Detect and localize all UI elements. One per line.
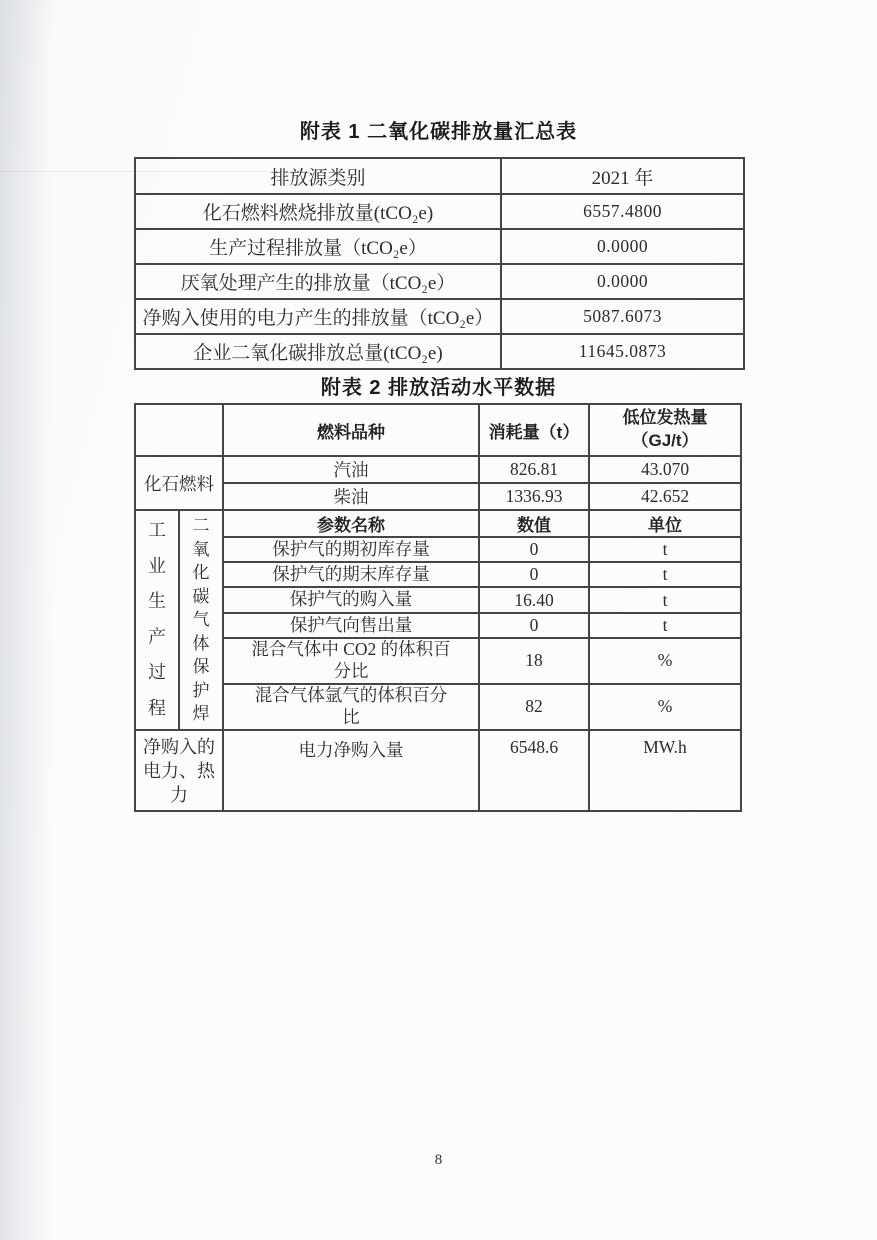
table-row (135, 456, 741, 483)
vertical-subcategory-text: 二氧化碳气体保护焊 (192, 516, 210, 724)
table1-co2-emission-summary (134, 157, 745, 370)
table2-activity-level-data (134, 403, 742, 812)
param-name-cell: 保护气的期初库存量 (223, 537, 479, 562)
param-unit-cell: MW.h (589, 730, 741, 811)
row-value-cell: 0.0000 (501, 264, 744, 299)
param-unit-cell: t (589, 562, 741, 587)
row-label-cell: 企业二氧化碳排放总量(tCO₂e) (135, 334, 501, 369)
param-value-cell: 0 (479, 562, 589, 587)
industrial-process-category-cell (135, 510, 179, 730)
table1-header-row (135, 158, 744, 194)
table-row (135, 730, 741, 811)
param-unit-cell: t (589, 613, 741, 638)
table-row (135, 299, 744, 334)
fuel-ncv-cell: 43.070 (589, 456, 741, 483)
table-row (135, 562, 741, 587)
table2-subheader-row (135, 510, 741, 537)
table2-header-empty-cell (135, 404, 223, 456)
param-name-cell: 混合气体氩气的体积百分比 (223, 684, 479, 730)
param-name-cell: 保护气的购入量 (223, 587, 479, 613)
param-unit-cell: % (589, 638, 741, 684)
table-row (135, 483, 741, 510)
param-name-cell: 混合气体中 CO2 的体积百分比 (223, 638, 479, 684)
param-value-cell: 18 (479, 638, 589, 684)
table-row (135, 613, 741, 638)
table2-title: 附表 2 排放活动水平数据 (320, 377, 557, 399)
param-unit-cell: t (589, 537, 741, 562)
param-unit-cell: t (589, 587, 741, 613)
param-name-cell: 保护气向售出量 (223, 613, 479, 638)
table2-header-fuel-type: 燃料品种 (223, 404, 479, 456)
row-value-cell: 5087.6073 (501, 299, 744, 334)
fuel-name-cell: 汽油 (223, 456, 479, 483)
table-row (135, 264, 744, 299)
table1-header-year: 2021 年 (501, 158, 744, 194)
scan-edge-shading (0, 0, 52, 1240)
fuel-name-cell: 柴油 (223, 483, 479, 510)
co2-shielded-welding-subcategory-cell (179, 510, 223, 730)
table-row (135, 537, 741, 562)
table-row (135, 638, 741, 684)
subheader-value: 数值 (479, 510, 589, 537)
table-row (135, 587, 741, 613)
param-value-cell: 82 (479, 684, 589, 730)
table-row (135, 334, 744, 369)
page-number: 8 (434, 1152, 443, 1168)
table-row (135, 194, 744, 229)
subheader-param-name: 参数名称 (223, 510, 479, 537)
row-value-cell: 6557.4800 (501, 194, 744, 229)
table-row (135, 684, 741, 730)
ncv-header-line2: （GJ/t） (631, 431, 699, 450)
row-label-cell: 净购入使用的电力产生的排放量（tCO₂e） (135, 299, 501, 334)
fuel-consumption-cell: 1336.93 (479, 483, 589, 510)
subheader-unit: 单位 (589, 510, 741, 537)
param-value-cell: 0 (479, 537, 589, 562)
param-value-cell: 0 (479, 613, 589, 638)
row-value-cell: 0.0000 (501, 229, 744, 264)
table-row (135, 229, 744, 264)
table2-header-row (135, 404, 741, 456)
fuel-consumption-cell: 826.81 (479, 456, 589, 483)
row-label-cell: 厌氧处理产生的排放量（tCO₂e） (135, 264, 501, 299)
table1-header-source-category: 排放源类别 (135, 158, 501, 194)
fossil-fuel-category-cell: 化石燃料 (135, 456, 223, 510)
row-label-cell: 化石燃料燃烧排放量(tCO₂e) (135, 194, 501, 229)
fuel-ncv-cell: 42.652 (589, 483, 741, 510)
ncv-header-line1: 低位发热量 (622, 408, 708, 428)
param-value-cell: 6548.6 (479, 730, 589, 811)
param-name-cell: 电力净购入量 (223, 730, 479, 811)
vertical-category-text: 工业生产过程 (148, 520, 166, 718)
row-value-cell: 11645.0873 (501, 334, 744, 369)
param-value-cell: 16.40 (479, 587, 589, 613)
table1-title: 附表 1 二氧化碳排放量汇总表 (299, 121, 578, 143)
param-unit-cell: % (589, 684, 741, 730)
table2-header-ncv (589, 404, 741, 456)
table2-header-consumption: 消耗量（t） (479, 404, 589, 456)
param-name-cell: 保护气的期末库存量 (223, 562, 479, 587)
net-purchased-electricity-category-cell: 净购入的电力、热力 (135, 730, 223, 811)
row-label-cell: 生产过程排放量（tCO₂e） (135, 229, 501, 264)
